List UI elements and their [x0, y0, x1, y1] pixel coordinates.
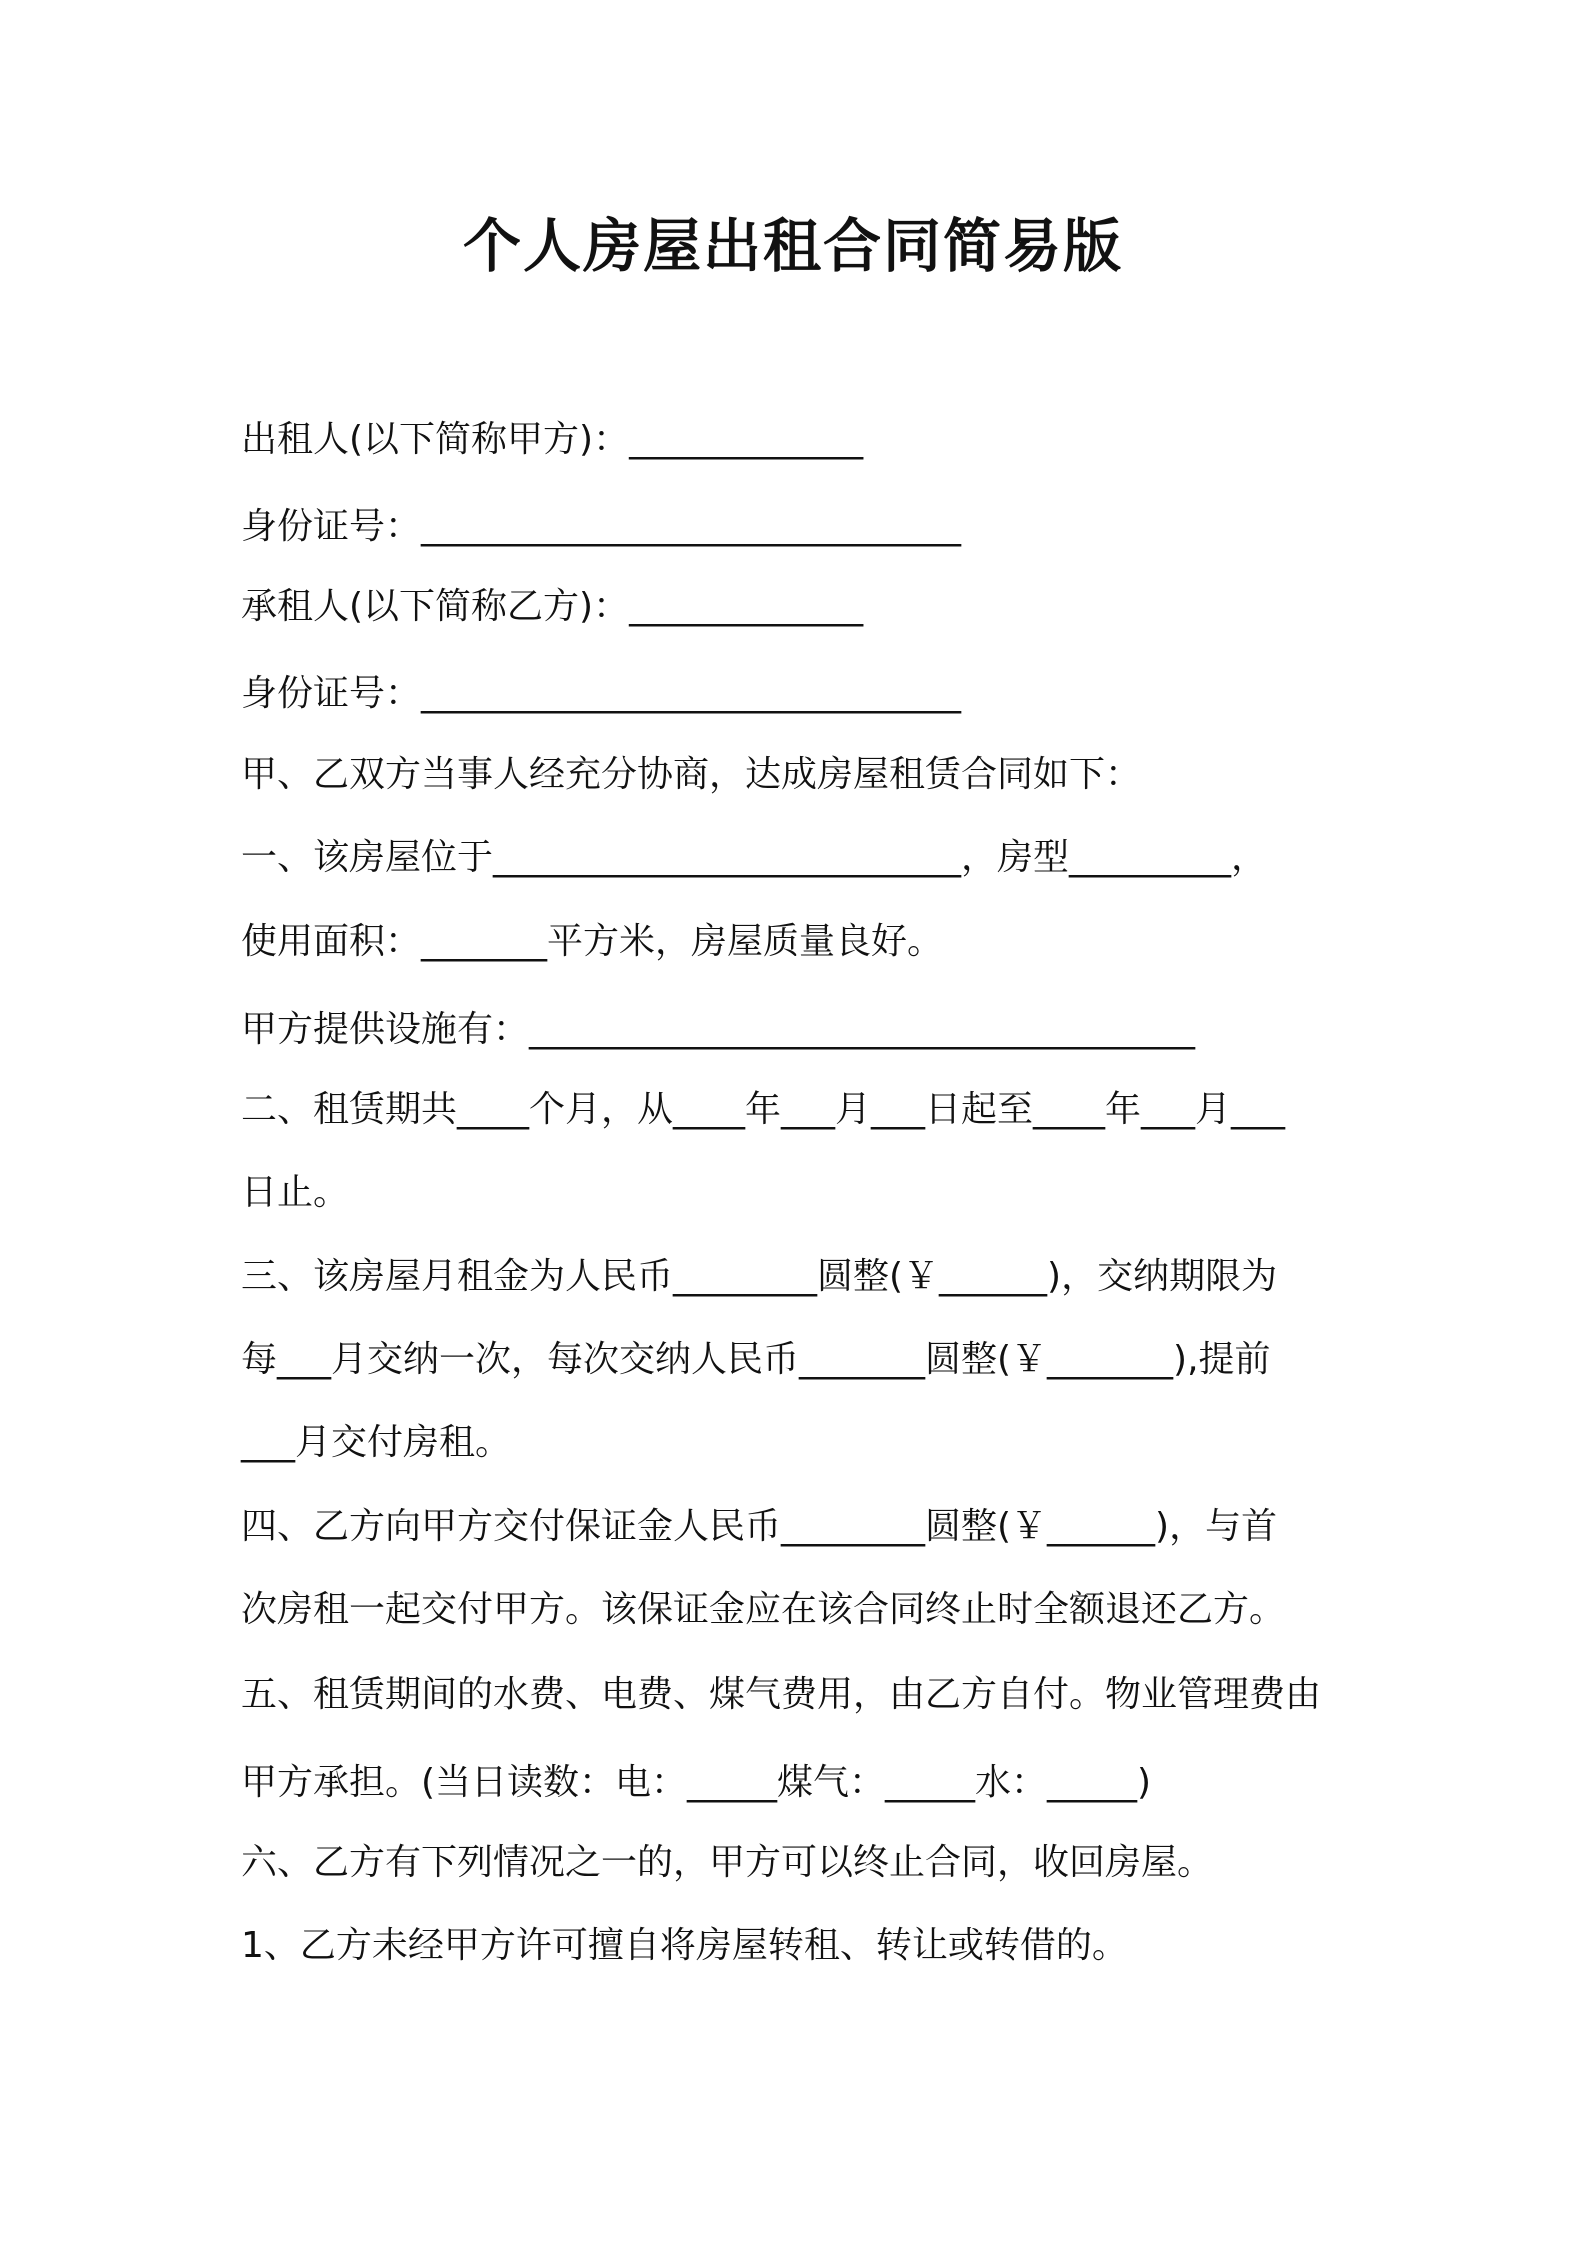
- lessor-id-line: 身份证号：______________________________: [241, 506, 962, 547]
- facilities-line: 甲方提供设施有：_____________________________________: [241, 1009, 1196, 1050]
- clause-5-line-2: 甲方承担。(当日读数：电：_____煤气：_____水：_____): [241, 1762, 1152, 1803]
- clause-6-line: 六、乙方有下列情况之一的，甲方可以终止合同，收回房屋。: [241, 1842, 1214, 1883]
- clause-5-line-1: 五、租赁期间的水费、电费、煤气费用，由乙方自付。物业管理费由: [241, 1674, 1322, 1715]
- lessee-id-line: 身份证号：______________________________: [241, 673, 962, 714]
- clause-3-line-3: ___月交付房租。: [241, 1422, 512, 1463]
- lessor-name-line: 出租人(以下简称甲方)：_____________: [241, 419, 864, 460]
- clause-1-line-2: 使用面积：_______平方米，房屋质量良好。: [241, 921, 944, 962]
- document-title: 个人房屋出租合同简易版: [462, 212, 1123, 280]
- clause-4-line-2: 次房租一起交付甲方。该保证金应在该合同终止时全额退还乙方。: [241, 1589, 1286, 1630]
- agreement-intro-line: 甲、乙双方当事人经充分协商，达成房屋租赁合同如下：: [241, 754, 1142, 795]
- clause-3-line-2: 每___月交纳一次，每次交纳人民币_______圆整(￥_______),提前: [241, 1339, 1271, 1380]
- clause-6-item-1: 1、乙方未经甲方许可擅自将房屋转租、转让或转借的。: [241, 1925, 1128, 1966]
- clause-2-line-1: 二、租赁期共____个月，从____年___月___日起至____年___月___: [241, 1089, 1286, 1130]
- clause-4-line-1: 四、乙方向甲方交付保证金人民币________圆整(￥______)，与首: [241, 1506, 1278, 1547]
- clause-2-line-2: 日止。: [241, 1172, 350, 1213]
- clause-3-line-1: 三、该房屋月租金为人民币________圆整(￥______)，交纳期限为: [241, 1256, 1278, 1297]
- lessee-name-line: 承租人(以下简称乙方)：_____________: [241, 586, 864, 627]
- clause-1-line-1: 一、该房屋位于__________________________，房型_________，: [241, 837, 1268, 878]
